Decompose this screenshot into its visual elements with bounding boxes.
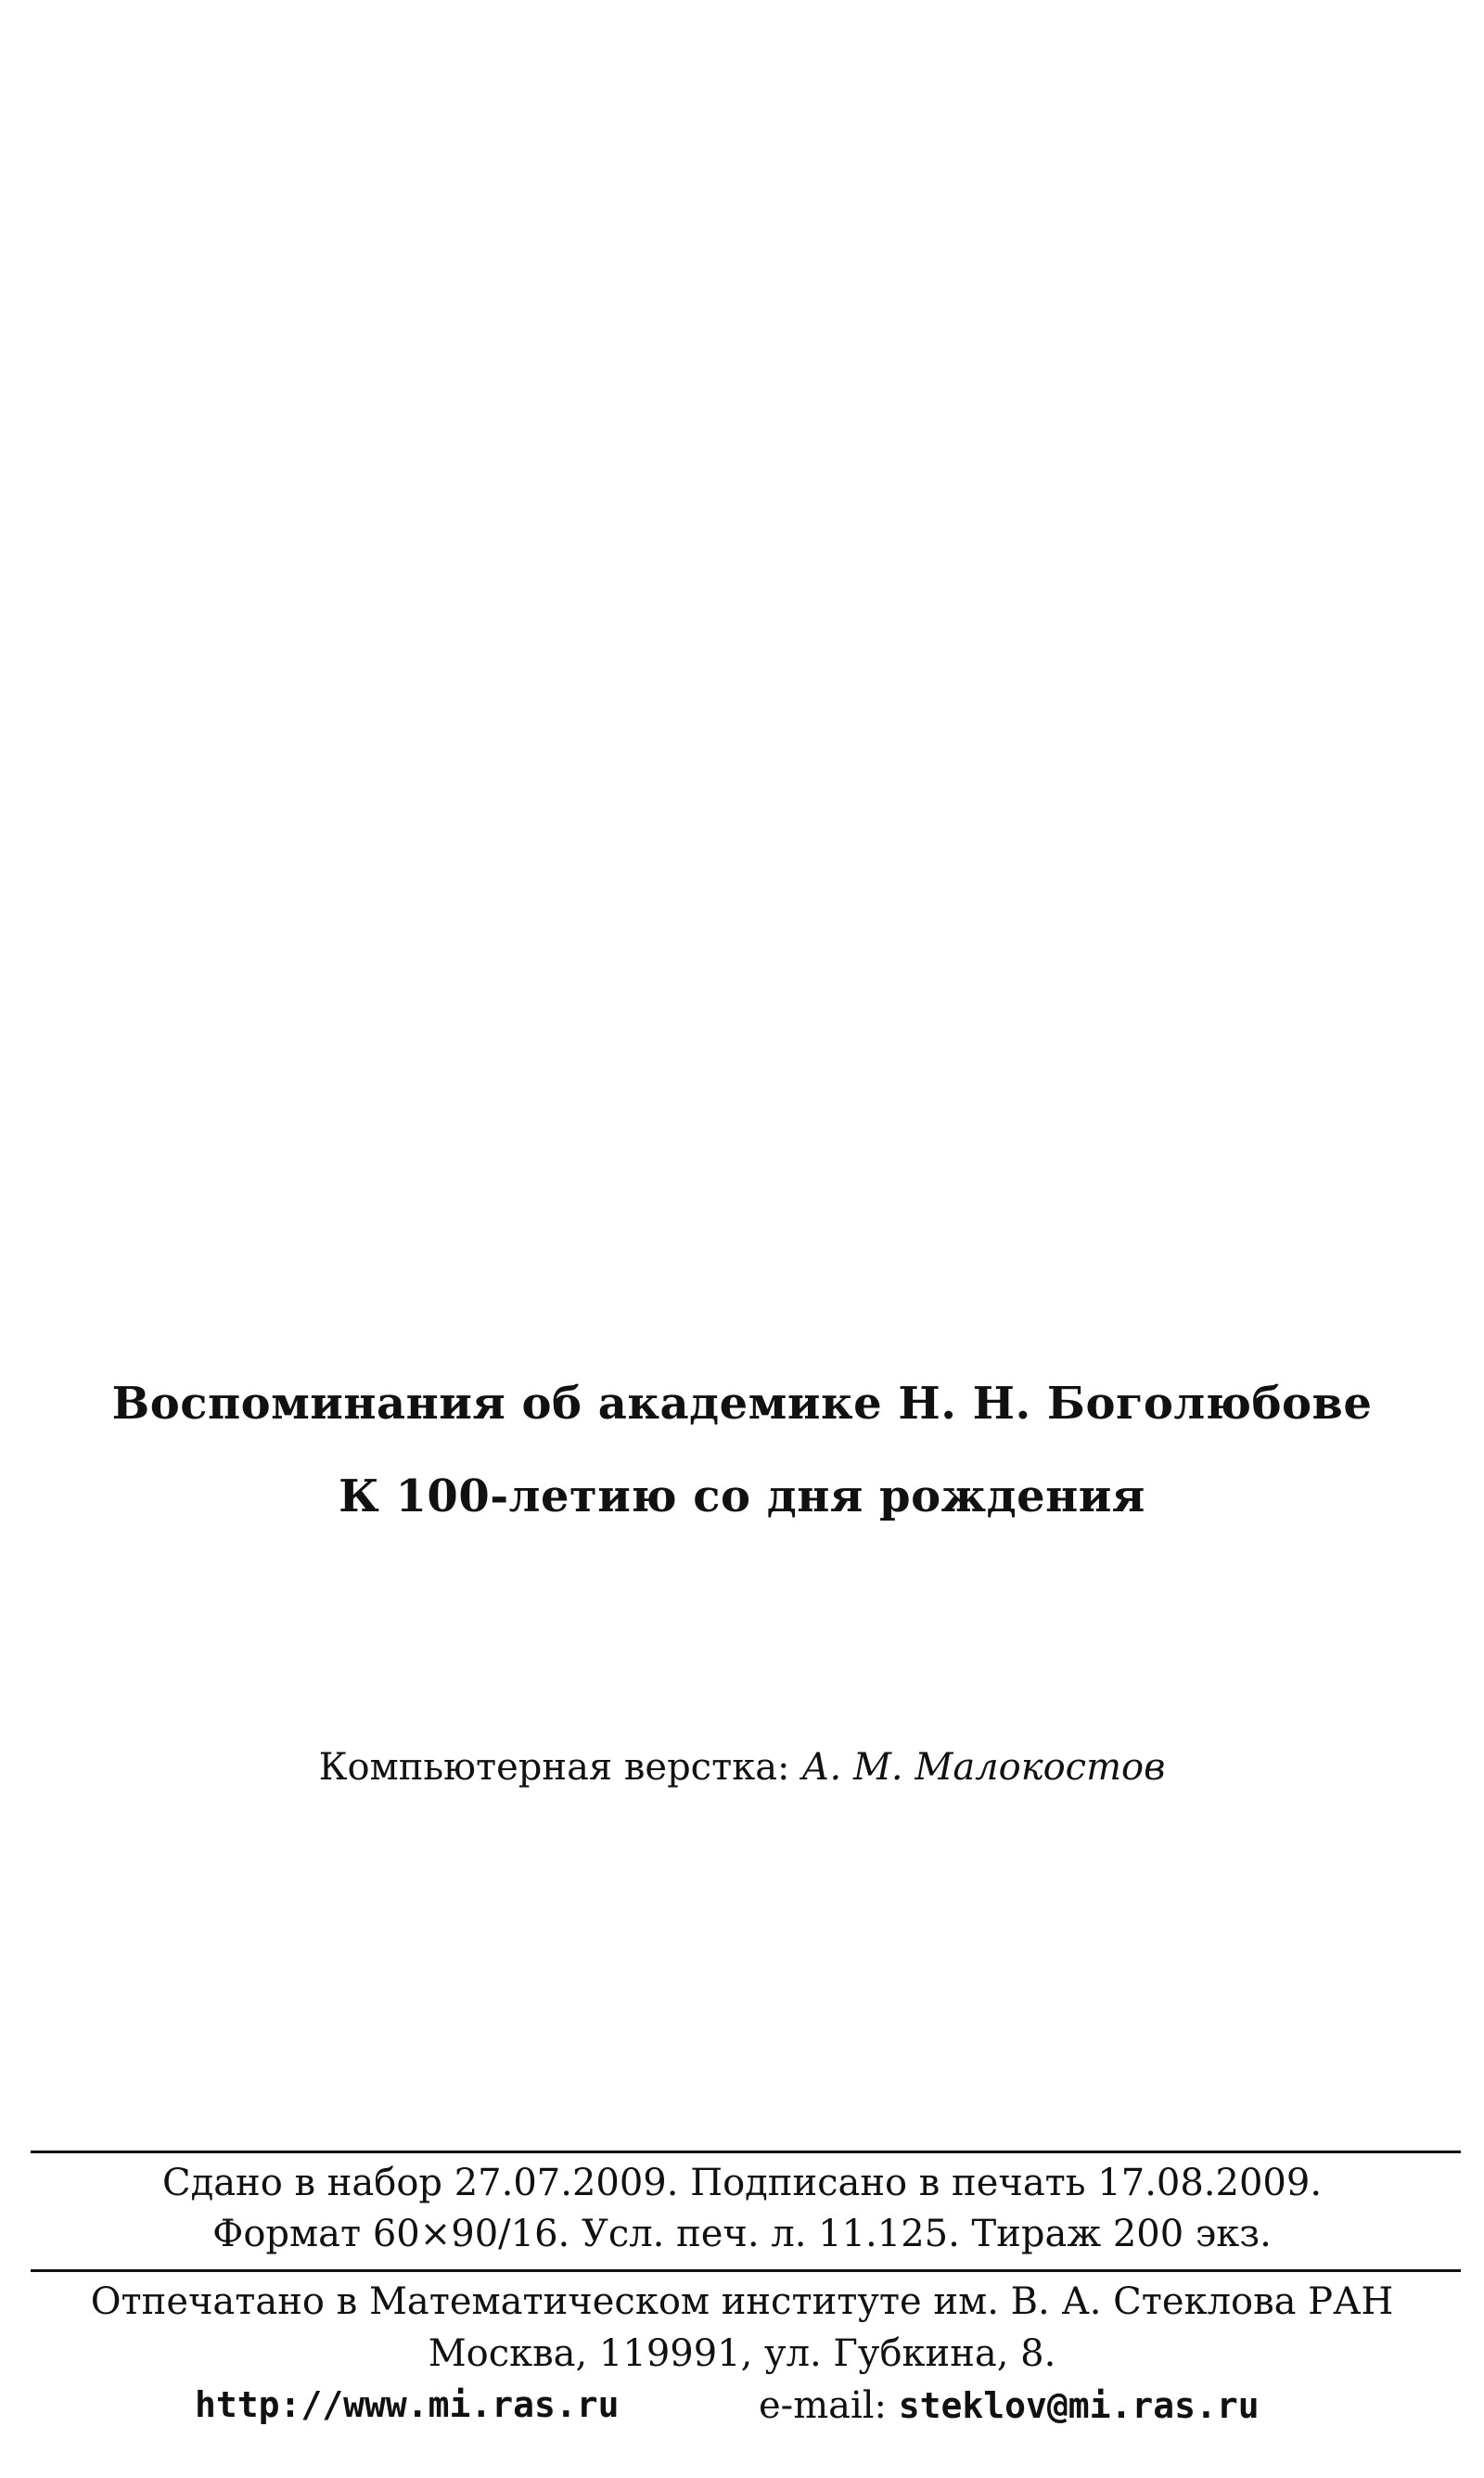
imprint-submission-dates: Сдано в набор 27.07.2009. Подписано в печать 17.08.2009. xyxy=(161,2162,1323,2204)
book-subtitle: К 100-летию со дня рождения xyxy=(339,1470,1145,1522)
email-link[interactable]: steklov@mi.ras.ru xyxy=(898,2385,1260,2426)
website-link[interactable]: http://www.mi.ras.ru xyxy=(195,2384,620,2425)
credit-name: А. М. Малокостов xyxy=(801,1746,1166,1789)
typesetting-credit xyxy=(0,1746,1484,1789)
contact-line xyxy=(0,2384,1484,2431)
imprint-format-print-run: Формат 60×90/16. Усл. печ. л. 11.125. Тираж 200 экз. xyxy=(212,2213,1272,2255)
imprint-address: Москва, 119991, ул. Губкина, 8. xyxy=(428,2332,1056,2375)
email-contact xyxy=(759,2384,1260,2427)
email-label: e-mail: xyxy=(759,2384,888,2427)
imprint-printer: Отпечатано в Математическом институте им. В. А. Стеклова РАН xyxy=(90,2280,1394,2323)
book-title: Воспоминания об академике Н. Н. Боголюбове xyxy=(111,1378,1373,1430)
credit-label: Компьютерная верстка: xyxy=(318,1746,790,1789)
middle-divider xyxy=(31,2269,1461,2272)
top-divider xyxy=(31,2151,1461,2153)
